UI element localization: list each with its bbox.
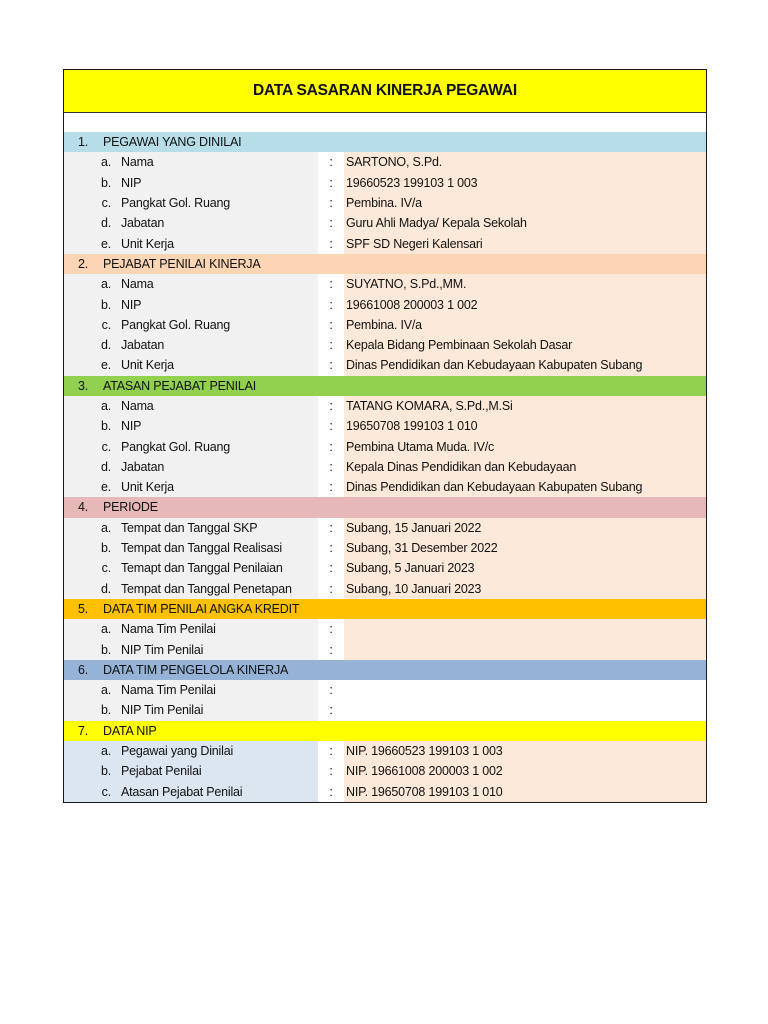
field-value: Guru Ahli Madya/ Kepala Sekolah: [344, 213, 706, 233]
field-label: Nama Tim Penilai: [121, 622, 216, 637]
field-label: Pangkat Gol. Ruang: [121, 196, 230, 211]
field-colon: :: [318, 315, 344, 335]
section-number: 5.: [78, 601, 89, 616]
field-row: [64, 173, 706, 193]
field-label-cell: [64, 193, 318, 213]
field-label-cell: [64, 477, 318, 497]
field-letter: b.: [100, 297, 111, 312]
field-row: [64, 639, 706, 659]
field-letter: b.: [100, 703, 111, 718]
field-value: Dinas Pendidikan dan Kebudayaan Kabupaten Subang: [344, 477, 706, 497]
field-row: [64, 193, 706, 213]
field-row: [64, 538, 706, 558]
field-colon: :: [318, 396, 344, 416]
field-label: Pangkat Gol. Ruang: [121, 317, 230, 332]
field-value: 19660523 199103 1 003: [344, 173, 706, 193]
field-colon: :: [318, 741, 344, 761]
field-value: TATANG KOMARA, S.Pd.,M.Si: [344, 396, 706, 416]
section-number: 6.: [78, 662, 89, 677]
sections-container: [64, 132, 706, 802]
field-row: [64, 477, 706, 497]
field-colon: :: [318, 700, 344, 720]
field-colon: :: [318, 457, 344, 477]
field-label-cell: [64, 294, 318, 314]
field-letter: d.: [100, 216, 111, 231]
field-label-cell: [64, 741, 318, 761]
field-colon: :: [318, 558, 344, 578]
field-value: Pembina. IV/a: [344, 315, 706, 335]
field-value: Kepala Dinas Pendidikan dan Kebudayaan: [344, 457, 706, 477]
field-label: Nama Tim Penilai: [121, 683, 216, 698]
field-colon: :: [318, 619, 344, 639]
field-label-cell: [64, 700, 318, 720]
field-label-cell: [64, 639, 318, 659]
section-header: [64, 660, 706, 680]
field-letter: a.: [100, 520, 111, 535]
section-number: 1.: [78, 135, 89, 150]
field-row: [64, 761, 706, 781]
field-row: [64, 396, 706, 416]
section-number: 3.: [78, 378, 89, 393]
field-label-cell: [64, 416, 318, 436]
field-label-cell: [64, 680, 318, 700]
field-colon: :: [318, 477, 344, 497]
field-label: NIP Tim Penilai: [121, 642, 204, 657]
field-label-cell: [64, 436, 318, 456]
field-label: Nama: [121, 399, 154, 413]
field-colon: :: [318, 436, 344, 456]
section-header: [64, 497, 706, 517]
field-row: [64, 274, 706, 294]
field-label-cell: [64, 315, 318, 335]
section-header: [64, 376, 706, 396]
field-value: Subang, 10 Januari 2023: [344, 579, 706, 599]
section-number: 7.: [78, 723, 89, 738]
field-value: NIP. 19650708 199103 1 010: [344, 782, 706, 802]
field-letter: c.: [101, 784, 111, 799]
field-value: 19661008 200003 1 002: [344, 294, 706, 314]
field-label-cell: [64, 233, 318, 253]
field-letter: e.: [100, 236, 111, 251]
field-value: Pembina Utama Muda. IV/c: [344, 436, 706, 456]
field-label-cell: [64, 457, 318, 477]
field-label-cell: [64, 152, 318, 172]
field-letter: b.: [100, 541, 111, 556]
field-colon: :: [318, 152, 344, 172]
field-colon: :: [318, 355, 344, 375]
field-letter: b.: [100, 764, 111, 779]
skp-data-sheet: [63, 69, 707, 803]
field-colon: :: [318, 335, 344, 355]
field-label: NIP Tim Penilai: [121, 703, 204, 718]
field-value: SUYATNO, S.Pd.,MM.: [344, 274, 706, 294]
field-letter: a.: [100, 277, 111, 292]
field-label: Pangkat Gol. Ruang: [121, 439, 230, 454]
field-label-cell: [64, 274, 318, 294]
field-value: SPF SD Negeri Kalensari: [344, 233, 706, 253]
field-row: [64, 213, 706, 233]
field-colon: :: [318, 639, 344, 659]
field-value: NIP. 19660523 199103 1 003: [344, 741, 706, 761]
field-letter: c.: [101, 196, 111, 211]
field-label: Nama: [121, 277, 154, 292]
field-value: Pembina. IV/a: [344, 193, 706, 213]
field-row: [64, 315, 706, 335]
section-number: 4.: [78, 500, 89, 515]
field-label-cell: [64, 355, 318, 375]
field-letter: d.: [100, 581, 111, 596]
field-label-cell: [64, 213, 318, 233]
field-value: Subang, 15 Januari 2022: [344, 518, 706, 538]
section-header: [64, 721, 706, 741]
field-colon: :: [318, 579, 344, 599]
field-row: [64, 457, 706, 477]
section-title: DATA NIP: [103, 723, 157, 738]
sheet-title: [64, 70, 706, 113]
field-colon: :: [318, 761, 344, 781]
field-value: Kepala Bidang Pembinaan Sekolah Dasar: [344, 335, 706, 355]
field-letter: a.: [100, 683, 111, 698]
field-colon: :: [318, 294, 344, 314]
field-label-cell: [64, 396, 318, 416]
field-row: [64, 233, 706, 253]
field-value: [344, 700, 706, 720]
field-letter: a.: [100, 744, 111, 759]
field-value: Subang, 31 Desember 2022: [344, 538, 706, 558]
field-label: NIP: [121, 419, 142, 434]
field-row: [64, 152, 706, 172]
field-label: Pegawai yang Dinilai: [121, 744, 234, 759]
field-value: NIP. 19661008 200003 1 002: [344, 761, 706, 781]
field-row: [64, 619, 706, 639]
field-label: Unit Kerja: [121, 358, 174, 373]
field-row: [64, 294, 706, 314]
field-label: Atasan Pejabat Penilai: [121, 784, 243, 799]
field-label: Temapt dan Tanggal Penilaian: [121, 561, 283, 576]
field-row: [64, 416, 706, 436]
section-title: DATA TIM PENILAI ANGKA KREDIT: [103, 601, 300, 616]
field-colon: :: [318, 416, 344, 436]
field-label-cell: [64, 335, 318, 355]
field-label: Jabatan: [121, 216, 165, 231]
field-row: [64, 355, 706, 375]
section-title: PEGAWAI YANG DINILAI: [103, 135, 242, 150]
field-value: SARTONO, S.Pd.: [344, 152, 706, 172]
field-label: Jabatan: [121, 338, 165, 353]
field-letter: a.: [100, 155, 111, 170]
section-header: [64, 254, 706, 274]
section-title: PERIODE: [103, 500, 158, 515]
section-header: [64, 599, 706, 619]
field-row: [64, 700, 706, 720]
field-label: NIP: [121, 175, 142, 190]
field-value: [344, 680, 706, 700]
field-label: Tempat dan Tanggal Realisasi: [121, 541, 282, 556]
field-value: Subang, 5 Januari 2023: [344, 558, 706, 578]
field-letter: a.: [100, 399, 111, 413]
field-label-cell: [64, 579, 318, 599]
field-row: [64, 436, 706, 456]
field-colon: :: [318, 538, 344, 558]
field-row: [64, 518, 706, 538]
field-letter: c.: [101, 561, 111, 576]
field-label-cell: [64, 518, 318, 538]
field-letter: c.: [101, 317, 111, 332]
field-letter: b.: [100, 642, 111, 657]
field-label-cell: [64, 619, 318, 639]
field-letter: d.: [100, 338, 111, 353]
field-label-cell: [64, 782, 318, 802]
field-label-cell: [64, 173, 318, 193]
field-row: [64, 558, 706, 578]
field-row: [64, 579, 706, 599]
section-header: [64, 132, 706, 152]
section-title: DATA TIM PENGELOLA KINERJA: [103, 662, 289, 677]
field-colon: :: [318, 518, 344, 538]
field-value: [344, 619, 706, 639]
field-row: [64, 680, 706, 700]
section-title: ATASAN PEJABAT PENILAI: [103, 378, 257, 393]
field-label: Jabatan: [121, 459, 165, 474]
title-spacer-row: [64, 113, 706, 132]
field-label-cell: [64, 538, 318, 558]
field-colon: :: [318, 233, 344, 253]
field-label: Unit Kerja: [121, 480, 174, 495]
sheet-title-text: DATA SASARAN KINERJA PEGAWAI: [253, 82, 517, 99]
field-value: 19650708 199103 1 010: [344, 416, 706, 436]
field-row: [64, 335, 706, 355]
field-colon: :: [318, 193, 344, 213]
field-label: Unit Kerja: [121, 236, 174, 251]
section-number: 2.: [78, 256, 89, 271]
field-letter: a.: [100, 622, 111, 637]
field-value: Dinas Pendidikan dan Kebudayaan Kabupaten Subang: [344, 355, 706, 375]
field-row: [64, 782, 706, 802]
field-letter: c.: [101, 439, 111, 454]
field-value: [344, 639, 706, 659]
section-title: PEJABAT PENILAI KINERJA: [103, 256, 261, 271]
field-colon: :: [318, 680, 344, 700]
field-label-cell: [64, 761, 318, 781]
field-colon: :: [318, 274, 344, 294]
field-letter: e.: [100, 480, 111, 495]
field-colon: :: [318, 213, 344, 233]
field-label-cell: [64, 558, 318, 578]
field-label: Tempat dan Tanggal Penetapan: [121, 581, 292, 596]
field-label: Tempat dan Tanggal SKP: [121, 520, 258, 535]
field-label: NIP: [121, 297, 142, 312]
field-letter: b.: [100, 419, 111, 434]
field-letter: d.: [100, 459, 111, 474]
field-row: [64, 741, 706, 761]
field-letter: b.: [100, 175, 111, 190]
field-colon: :: [318, 173, 344, 193]
field-label: Nama: [121, 155, 154, 170]
field-letter: e.: [100, 358, 111, 373]
field-colon: :: [318, 782, 344, 802]
field-label: Pejabat Penilai: [121, 764, 202, 779]
